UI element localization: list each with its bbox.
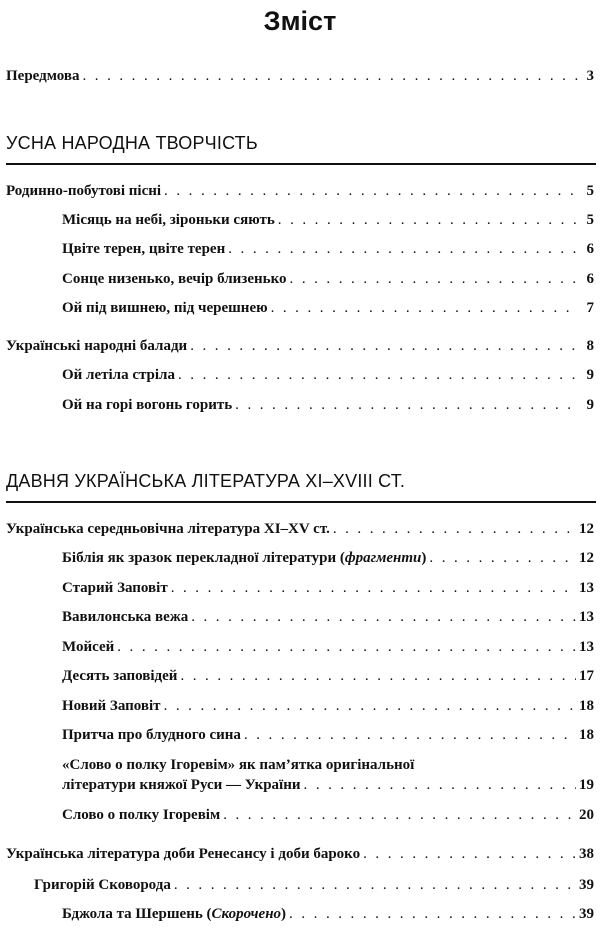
entry-title: Ой на горі вогонь горить — [62, 397, 233, 413]
toc-entry-subgroup[interactable] — [34, 876, 594, 894]
leader-dots — [289, 905, 576, 923]
toc-entry[interactable] — [62, 299, 594, 317]
entry-title: Українська середньовічна література XI–XV ст. — [6, 521, 330, 537]
entry-page: 9 — [586, 367, 594, 383]
entry-title: Притча про блудного сина — [62, 727, 241, 743]
leader-dots — [429, 549, 576, 567]
entry-title: Цвіте терен, цвіте терен — [62, 241, 226, 257]
entry-page: 13 — [579, 639, 594, 655]
leader-dots — [180, 667, 576, 685]
entry-title: Десять заповідей — [62, 668, 178, 684]
entry-title: Місяць на небі, зіроньки сяють — [62, 212, 275, 228]
entry-title: Григорій Сковорода — [34, 877, 171, 893]
page-title: Зміст — [263, 6, 337, 36]
entry-page: 39 — [579, 906, 594, 922]
toc-entry[interactable] — [62, 211, 594, 229]
entry-page: 19 — [579, 777, 594, 793]
entry-title: Українські народні балади — [6, 338, 188, 354]
entry-title-line1[interactable]: «Слово о полку Ігоревім» як пам’ятка оригінальної — [62, 757, 415, 773]
entry-page: 12 — [579, 550, 594, 566]
leader-dots — [271, 299, 579, 317]
toc-entry[interactable] — [62, 638, 594, 656]
toc-entry[interactable] — [62, 270, 594, 288]
entry-page: 5 — [586, 212, 594, 228]
leader-dots — [244, 726, 576, 744]
entry-title: Старий Заповіт — [62, 580, 168, 596]
toc-entry[interactable] — [62, 905, 594, 923]
leader-dots — [164, 697, 576, 715]
toc-entry[interactable] — [62, 396, 594, 414]
toc-entry-group[interactable] — [6, 337, 594, 355]
entry-title: Родинно-побутові пісні — [6, 183, 162, 199]
leader-dots — [223, 806, 576, 824]
entry-page: 7 — [586, 300, 594, 316]
entry-page: 5 — [586, 183, 594, 199]
entry-title-italic: фрагменти — [344, 550, 422, 566]
leader-dots — [171, 579, 576, 597]
toc-entry[interactable] — [62, 697, 594, 715]
leader-dots — [290, 270, 579, 288]
entry-title: Ой під вишнею, під черешнею — [62, 300, 268, 316]
section-heading-old-literature: ДАВНЯ УКРАЇНСЬКА ЛІТЕРАТУРА XI–XVIII СТ. — [6, 471, 406, 491]
leader-dots — [190, 337, 579, 355]
toc-entry-preface[interactable] — [6, 67, 594, 85]
entry-page: 13 — [579, 609, 594, 625]
leader-dots — [82, 67, 579, 85]
entry-title: Вавилонська вежа — [62, 609, 189, 625]
section-divider — [6, 163, 596, 165]
toc-entry[interactable] — [62, 776, 594, 794]
entry-title: Новий Заповіт — [62, 698, 161, 714]
toc-entry[interactable] — [62, 579, 594, 597]
leader-dots — [304, 776, 576, 794]
leader-dots — [174, 876, 576, 894]
entry-page: 3 — [586, 68, 594, 84]
leader-dots — [333, 520, 576, 538]
toc-entry-group[interactable] — [6, 182, 594, 200]
entry-page: 13 — [579, 580, 594, 596]
leader-dots — [363, 845, 576, 863]
entry-title: Українська література доби Ренесансу і доби бароко — [6, 846, 361, 862]
entry-title-line2: літератури княжої Руси — України — [62, 777, 301, 793]
toc-entry[interactable] — [62, 726, 594, 744]
entry-page: 18 — [579, 727, 594, 743]
entry-title: Передмова — [6, 68, 80, 84]
toc-entry-group[interactable] — [6, 845, 594, 863]
leader-dots — [235, 396, 579, 414]
entry-page: 38 — [579, 846, 594, 862]
entry-title: Біблія як зразок перекладної літератури (фрагменти) — [62, 550, 427, 566]
leader-dots — [278, 211, 579, 229]
section-divider — [6, 501, 596, 503]
section-heading-folk: УСНА НАРОДНА ТВОРЧІСТЬ — [6, 133, 258, 153]
entry-title-italic: Скорочено — [211, 906, 282, 922]
leader-dots — [164, 182, 579, 200]
entry-page: 18 — [579, 698, 594, 714]
toc-entry[interactable] — [62, 806, 594, 824]
toc-entry[interactable] — [62, 608, 594, 626]
toc-entry[interactable] — [62, 667, 594, 685]
entry-title: Мойсей — [62, 639, 115, 655]
toc-entry[interactable] — [62, 366, 594, 384]
entry-title: Сонце низенько, вечір близенько — [62, 271, 287, 287]
leader-dots — [178, 366, 579, 384]
entry-page: 6 — [586, 241, 594, 257]
entry-title: Слово о полку Ігоревім — [62, 807, 221, 823]
entry-title: Ой летіла стріла — [62, 367, 175, 383]
entry-page: 12 — [579, 521, 594, 537]
entry-page: 20 — [579, 807, 594, 823]
toc-entry-group[interactable] — [6, 520, 594, 538]
entry-title: Бджола та Шершень (Скорочено) — [62, 906, 287, 922]
entry-page: 9 — [586, 397, 594, 413]
leader-dots — [117, 638, 576, 656]
entry-page: 17 — [579, 668, 594, 684]
entry-page: 6 — [586, 271, 594, 287]
toc-entry[interactable] — [62, 549, 594, 567]
toc-entry[interactable] — [62, 240, 594, 258]
entry-page: 39 — [579, 877, 594, 893]
leader-dots — [191, 608, 576, 626]
leader-dots — [228, 240, 579, 258]
entry-page: 8 — [586, 338, 594, 354]
